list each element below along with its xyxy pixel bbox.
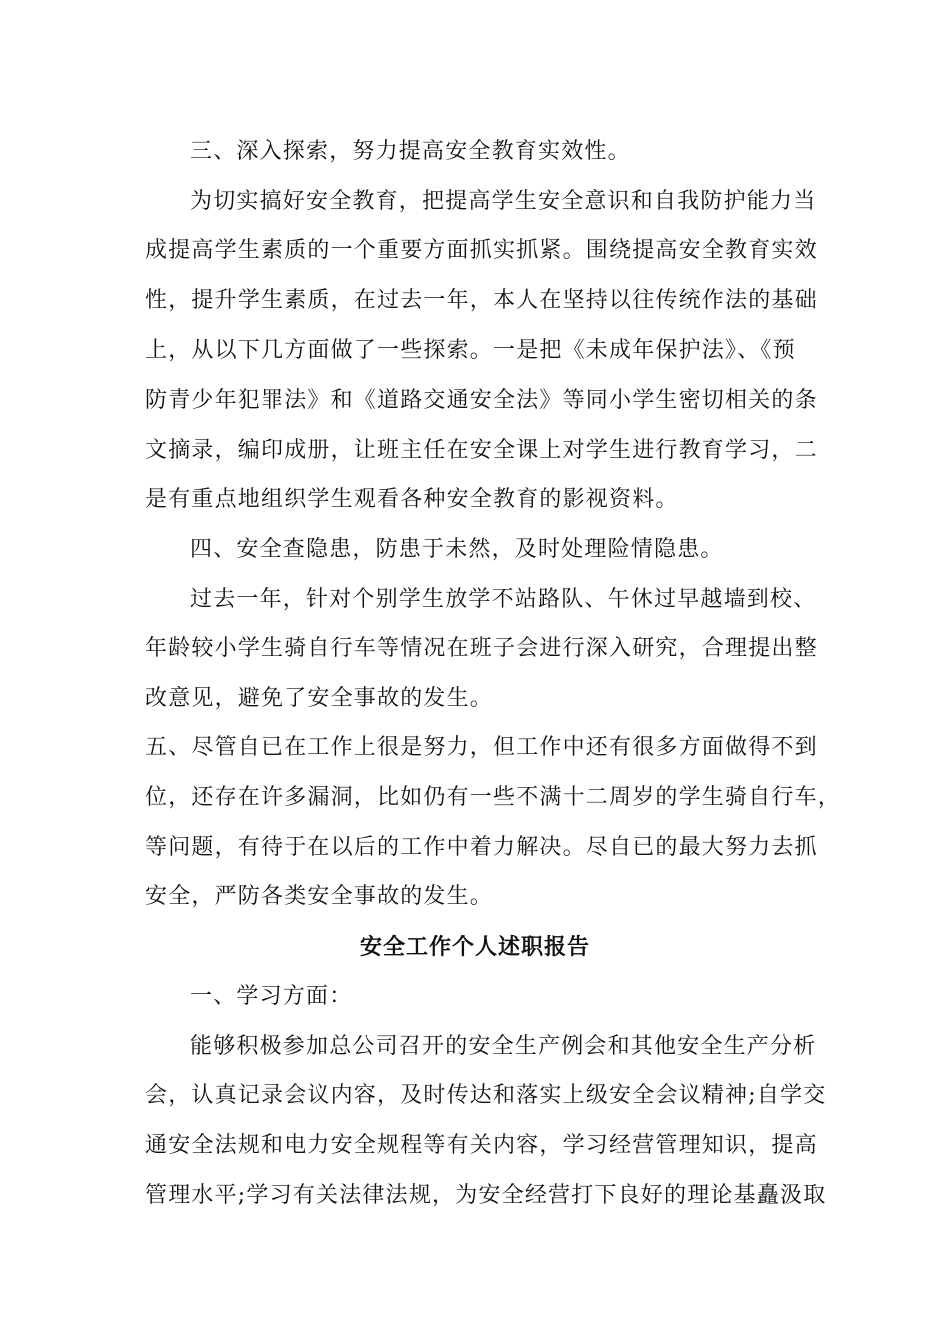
paragraph-line: 等问题，有待于在以后的工作中着力解决。尽自已的最大努力去抓 [145,835,818,860]
paragraph-line: 为切实搞好安全教育，把提高学生安全意识和自我防护能力当 [190,189,817,214]
paragraph-line: 上，从以下几方面做了一些探索。一是把《未成年保护法》、《预 [145,338,796,363]
paragraph-line: 年龄较小学生骑自行车等情况在班子会进行深入研究，合理提出整 [145,636,818,661]
paragraph-line: 会，认真记录会议内容，及时传达和落实上级安全会议精神;自学交 [145,1083,827,1108]
paragraph-line: 能够积极参加总公司召开的安全生产例会和其他安全生产分析 [190,1034,817,1059]
section-heading-1: 一、学习方面： [190,984,353,1009]
section-heading-4: 四、安全查隐患，防患于未然，及时处理险情隐患。 [190,537,724,562]
section-heading-3: 三、深入探索，努力提高安全教育实效性。 [190,139,631,164]
paragraph-line: 是有重点地组织学生观看各种安全教育的影视资料。 [145,487,679,512]
paragraph-line: 安全，严防各类安全事故的发生。 [145,884,494,909]
paragraph-line: 文摘录，编印成册，让班主任在安全课上对学生进行教育学习，二 [145,438,818,463]
paragraph-line: 通安全法规和电力安全规程等有关内容，学习经营管理知识，提高 [145,1133,818,1158]
paragraph-line: 性，提升学生素质，在过去一年，本人在坚持以往传统作法的基础 [145,288,818,313]
paragraph-line: 位，还存在许多漏洞，比如仍有一些不满十二周岁的学生骑自行车， [145,785,842,810]
paragraph-line: 过去一年，针对个别学生放学不站路队、午休过早越墙到校、 [190,587,817,612]
paragraph-line: 管理水平;学习有关法律法规，为安全经营打下良好的理论基矗汲取 [145,1183,827,1208]
paragraph-line: 防青少年犯罪法》和《道路交通安全法》等同小学生密切相关的条 [145,388,818,413]
paragraph-line: 改意见，避免了安全事故的发生。 [145,686,494,711]
section-heading-5: 五、尽管自已在工作上很是努力，但工作中还有很多方面做得不到 [145,735,818,760]
report-title: 安全工作个人述职报告 [359,934,590,960]
paragraph-line: 成提高学生素质的一个重要方面抓实抓紧。围绕提高安全教育实效 [145,238,818,263]
